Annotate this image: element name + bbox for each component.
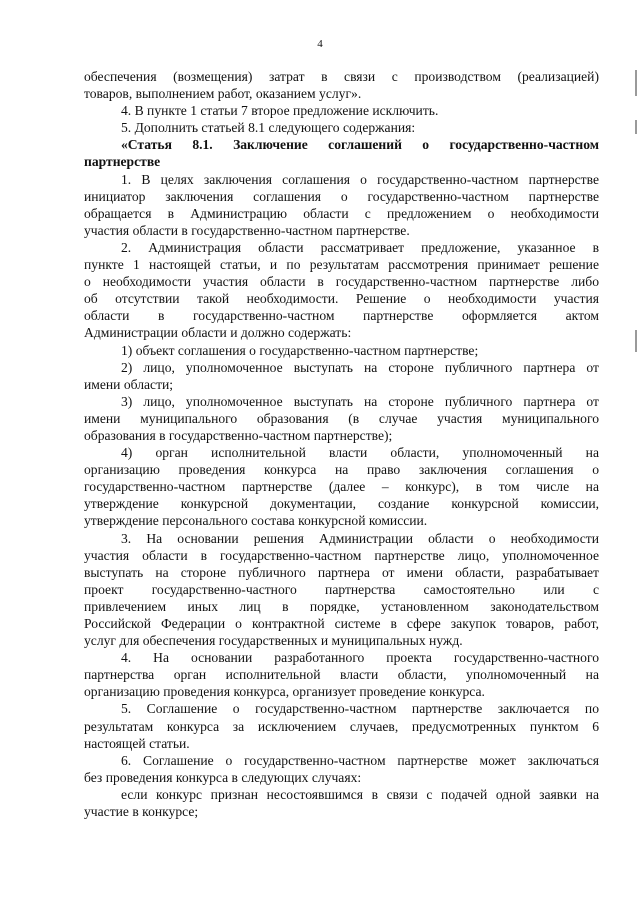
text-line: услуг для обеспечения государственных и муниципальных нужд. bbox=[84, 633, 463, 649]
text-line: без проведения конкурса в следующих случаях: bbox=[84, 769, 362, 785]
text-line: обращается в Администрацию области с предложением о необходимости bbox=[84, 205, 599, 221]
article-heading-line: партнерстве bbox=[84, 154, 161, 170]
text-line: 4. На основании разработанного проекта государственно-частного bbox=[121, 650, 599, 666]
text-line: имени муниципального образования (в случае участия муниципального bbox=[84, 410, 599, 426]
text-line: образования в государственно-частном партнерстве); bbox=[84, 427, 393, 443]
text-line: организацию проведения конкурса на право заключения соглашения о bbox=[84, 462, 599, 478]
text-line: области в государственно-частном партнерстве оформляется актом bbox=[84, 308, 599, 324]
text-line: 4) орган исполнительной власти области, уполномоченный на bbox=[121, 445, 599, 461]
text-line: участия области в государственно-частном партнерстве лицо, уполномоченное bbox=[84, 547, 599, 563]
article-heading-line: «Статья 8.1. Заключение соглашений о государственно-частном bbox=[121, 137, 599, 153]
text-line: организацию проведения конкурса, организует проведение конкурса. bbox=[84, 684, 485, 700]
text-line: если конкурс признан несостоявшимся в связи с подачей одной заявки на bbox=[121, 786, 599, 802]
text-line: результатам конкурса за исключением случаев, предусмотренных пунктом 6 bbox=[84, 718, 599, 734]
text-line: Администрации области и должно содержать: bbox=[84, 325, 352, 341]
text-line: 3. На основании решения Администрации области о необходимости bbox=[121, 530, 599, 546]
text-line: настоящей статьи. bbox=[84, 735, 190, 751]
text-line: 5. Соглашение о государственно-частном партнерстве заключается по bbox=[121, 701, 599, 717]
scan-edge-mark bbox=[635, 120, 637, 134]
text-line: участие в конкурсе; bbox=[84, 804, 199, 820]
text-line: утверждение конкурсной документации, создание конкурсной комиссии, bbox=[84, 496, 599, 512]
text-line: участия области в государственно-частном партнерстве. bbox=[84, 222, 410, 238]
text-line: пункте 1 настоящей статьи, и по результатам рассмотрения принимает решение bbox=[84, 257, 599, 273]
text-line: государственно-частном партнерстве (далее – конкурс), в том числе на bbox=[84, 479, 599, 495]
scan-edge-mark bbox=[635, 70, 637, 96]
text-line: 2. Администрация области рассматривает предложение, указанное в bbox=[121, 239, 599, 255]
text-line: обеспечения (возмещения) затрат в связи с производством (реализацией) bbox=[84, 69, 599, 84]
text-line: инициатор заключения соглашения о государственно-частном партнерстве bbox=[84, 188, 599, 204]
text-line: об отсутствии такой необходимости. Решение о необходимости участия bbox=[84, 291, 599, 307]
text-line: имени области; bbox=[84, 376, 174, 392]
text-line: проект государственно-частного партнерства самостоятельно или с bbox=[84, 581, 599, 597]
text-line: 4. В пункте 1 статьи 7 второе предложение исключить. bbox=[121, 103, 439, 119]
text-line: товаров, выполнением работ, оказанием услуг». bbox=[84, 86, 362, 102]
scan-edge-mark bbox=[635, 330, 637, 352]
text-line: Российской Федерации о контрактной системе в сфере закупок товаров, работ, bbox=[84, 616, 599, 631]
text-line: выступать на стороне публичного партнера от имени области, разрабатывает bbox=[84, 564, 599, 580]
text-line: утверждение персонального состава конкурсной комиссии. bbox=[84, 513, 428, 529]
text-line: 1) объект соглашения о государственно-частном партнерстве; bbox=[121, 342, 479, 358]
text-line: 3) лицо, уполномоченное выступать на стороне публичного партнера от bbox=[121, 393, 599, 409]
text-line: 5. Дополнить статьей 8.1 следующего содержания: bbox=[121, 120, 416, 136]
text-line: о необходимости участия области в государственно-частном партнерстве либо bbox=[84, 274, 599, 290]
text-line: привлечением иных лиц в порядке, установленном законодательством bbox=[84, 598, 599, 614]
page-number: 4 bbox=[317, 38, 323, 50]
text-line: 1. В целях заключения соглашения о государственно-частном партнерстве bbox=[121, 171, 599, 187]
document-body bbox=[84, 68, 599, 820]
text-line: 6. Соглашение о государственно-частном партнерстве может заключаться bbox=[121, 752, 599, 768]
text-line: партнерства орган исполнительной власти области, уполномоченный на bbox=[84, 667, 599, 683]
text-line: 2) лицо, уполномоченное выступать на стороне публичного партнера от bbox=[121, 359, 599, 375]
